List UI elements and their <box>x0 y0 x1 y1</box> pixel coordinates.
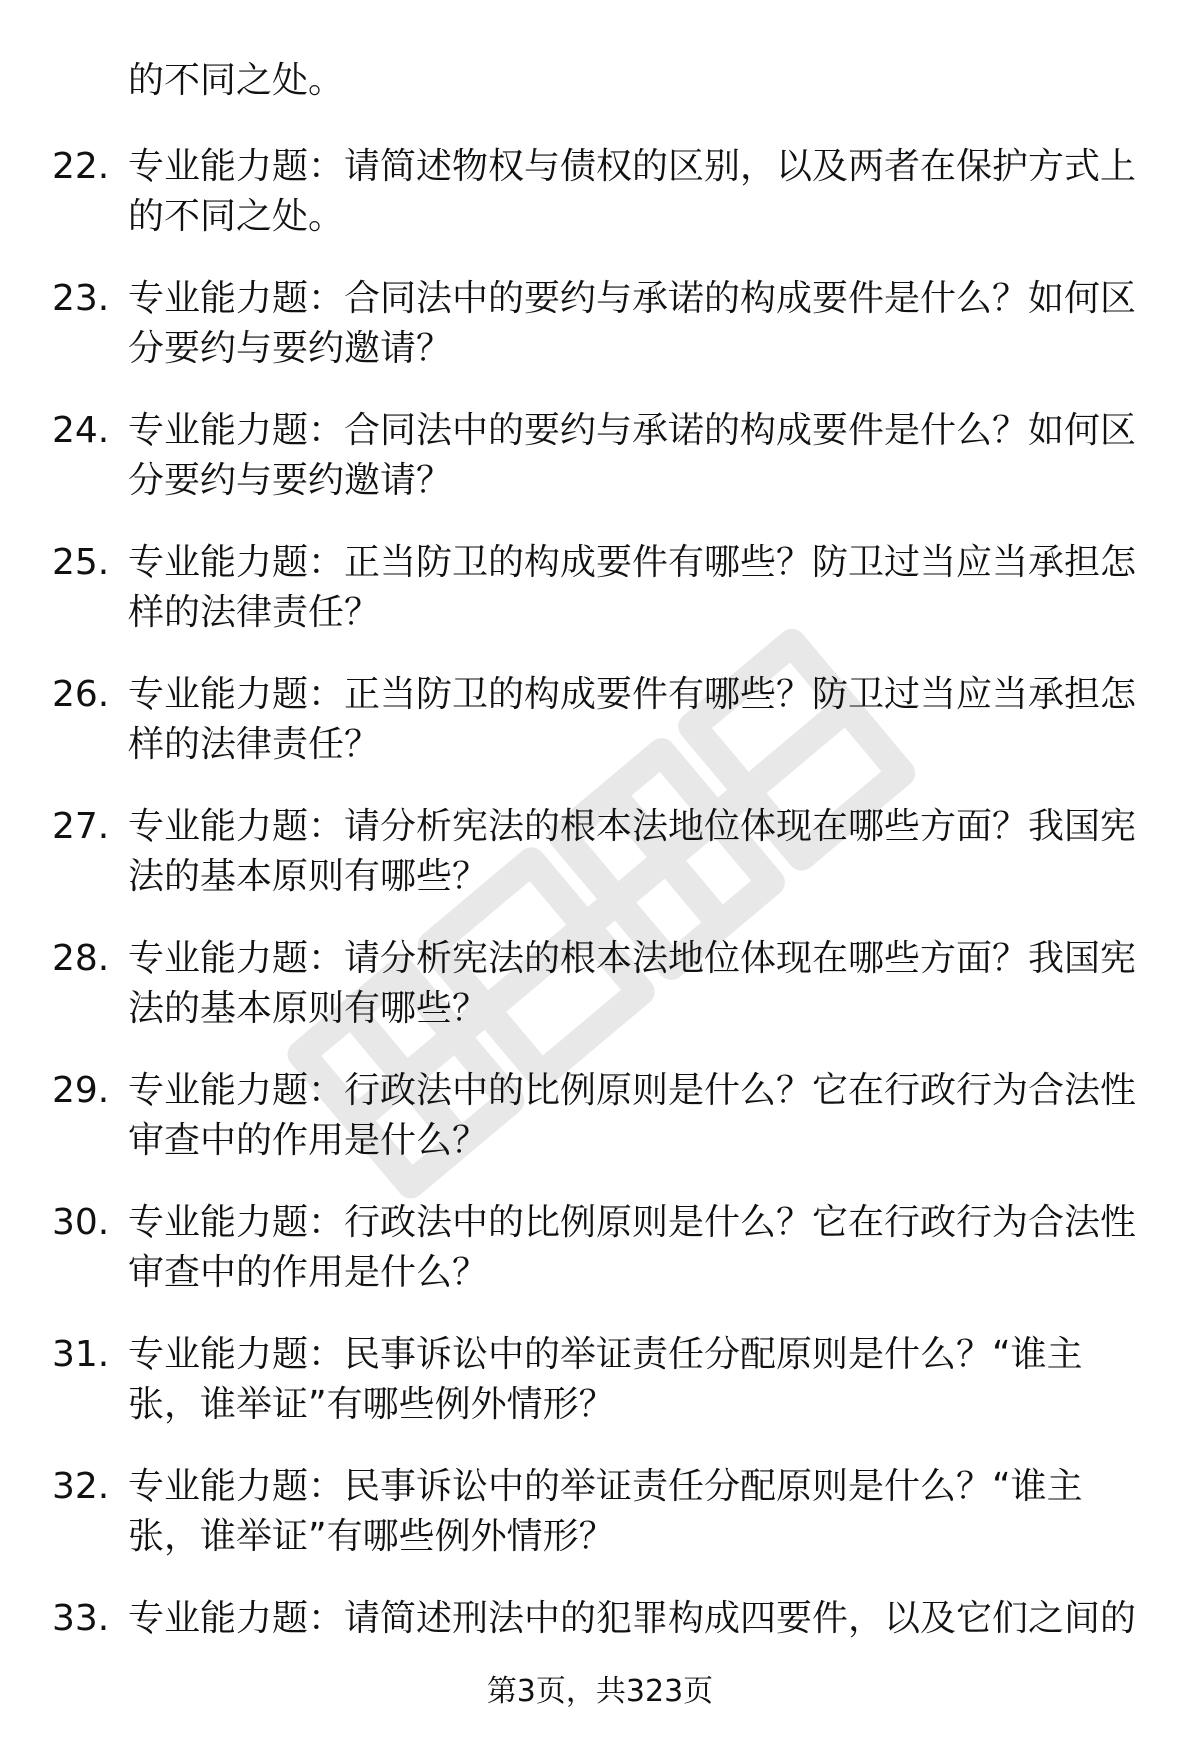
page-footer: 第3页，共323页 <box>486 1674 714 1709</box>
question-item <box>0 142 1200 274</box>
question-item <box>0 802 1200 934</box>
question-text: 专业能力题：请简述刑法中的犯罪构成四要件，以及它们之间的 <box>128 1598 1137 1639</box>
question-number: 23. <box>52 278 110 319</box>
question-text: 专业能力题：合同法中的要约与承诺的构成要件是什么？如何区分要约与要约邀请？ <box>128 278 1137 369</box>
question-text: 专业能力题：行政法中的比例原则是什么？它在行政行为合法性审查中的作用是什么？ <box>128 1070 1137 1161</box>
question-number: 31. <box>52 1334 110 1375</box>
question-number: 22. <box>52 146 110 187</box>
carried-over-text: 的不同之处。 <box>128 60 345 101</box>
question-text: 专业能力题：行政法中的比例原则是什么？它在行政行为合法性审查中的作用是什么？ <box>128 1202 1137 1293</box>
question-text: 专业能力题：请简述物权与债权的区别，以及两者在保护方式上的不同之处。 <box>128 146 1137 237</box>
question-item <box>0 406 1200 538</box>
question-text: 专业能力题：合同法中的要约与承诺的构成要件是什么？如何区分要约与要约邀请？ <box>128 410 1137 501</box>
question-number: 29. <box>52 1070 110 1111</box>
question-text: 专业能力题：民事诉讼中的举证责任分配原则是什么？“谁主张，谁举证”有哪些例外情形？ <box>128 1334 1083 1425</box>
question-item <box>0 274 1200 406</box>
question-number: 28. <box>52 938 110 979</box>
question-number: 25. <box>52 542 110 583</box>
question-number: 27. <box>52 806 110 847</box>
question-text: 专业能力题：请分析宪法的根本法地位体现在哪些方面？我国宪法的基本原则有哪些？ <box>128 938 1137 1029</box>
question-number: 33. <box>52 1598 110 1639</box>
question-item <box>0 1066 1200 1198</box>
question-item <box>0 1330 1200 1462</box>
question-list <box>0 142 1200 1726</box>
question-item <box>0 1198 1200 1330</box>
question-item <box>0 1462 1200 1594</box>
question-number: 26. <box>52 674 110 715</box>
question-number: 30. <box>52 1202 110 1243</box>
question-text: 专业能力题：正当防卫的构成要件有哪些？防卫过当应当承担怎样的法律责任？ <box>128 674 1137 765</box>
question-number: 32. <box>52 1466 110 1507</box>
question-text: 专业能力题：正当防卫的构成要件有哪些？防卫过当应当承担怎样的法律责任？ <box>128 542 1137 633</box>
question-text: 专业能力题：民事诉讼中的举证责任分配原则是什么？“谁主张，谁举证”有哪些例外情形？ <box>128 1466 1083 1557</box>
question-item <box>0 670 1200 802</box>
question-text: 专业能力题：请分析宪法的根本法地位体现在哪些方面？我国宪法的基本原则有哪些？ <box>128 806 1137 897</box>
question-item <box>0 934 1200 1066</box>
question-item <box>0 538 1200 670</box>
question-number: 24. <box>52 410 110 451</box>
